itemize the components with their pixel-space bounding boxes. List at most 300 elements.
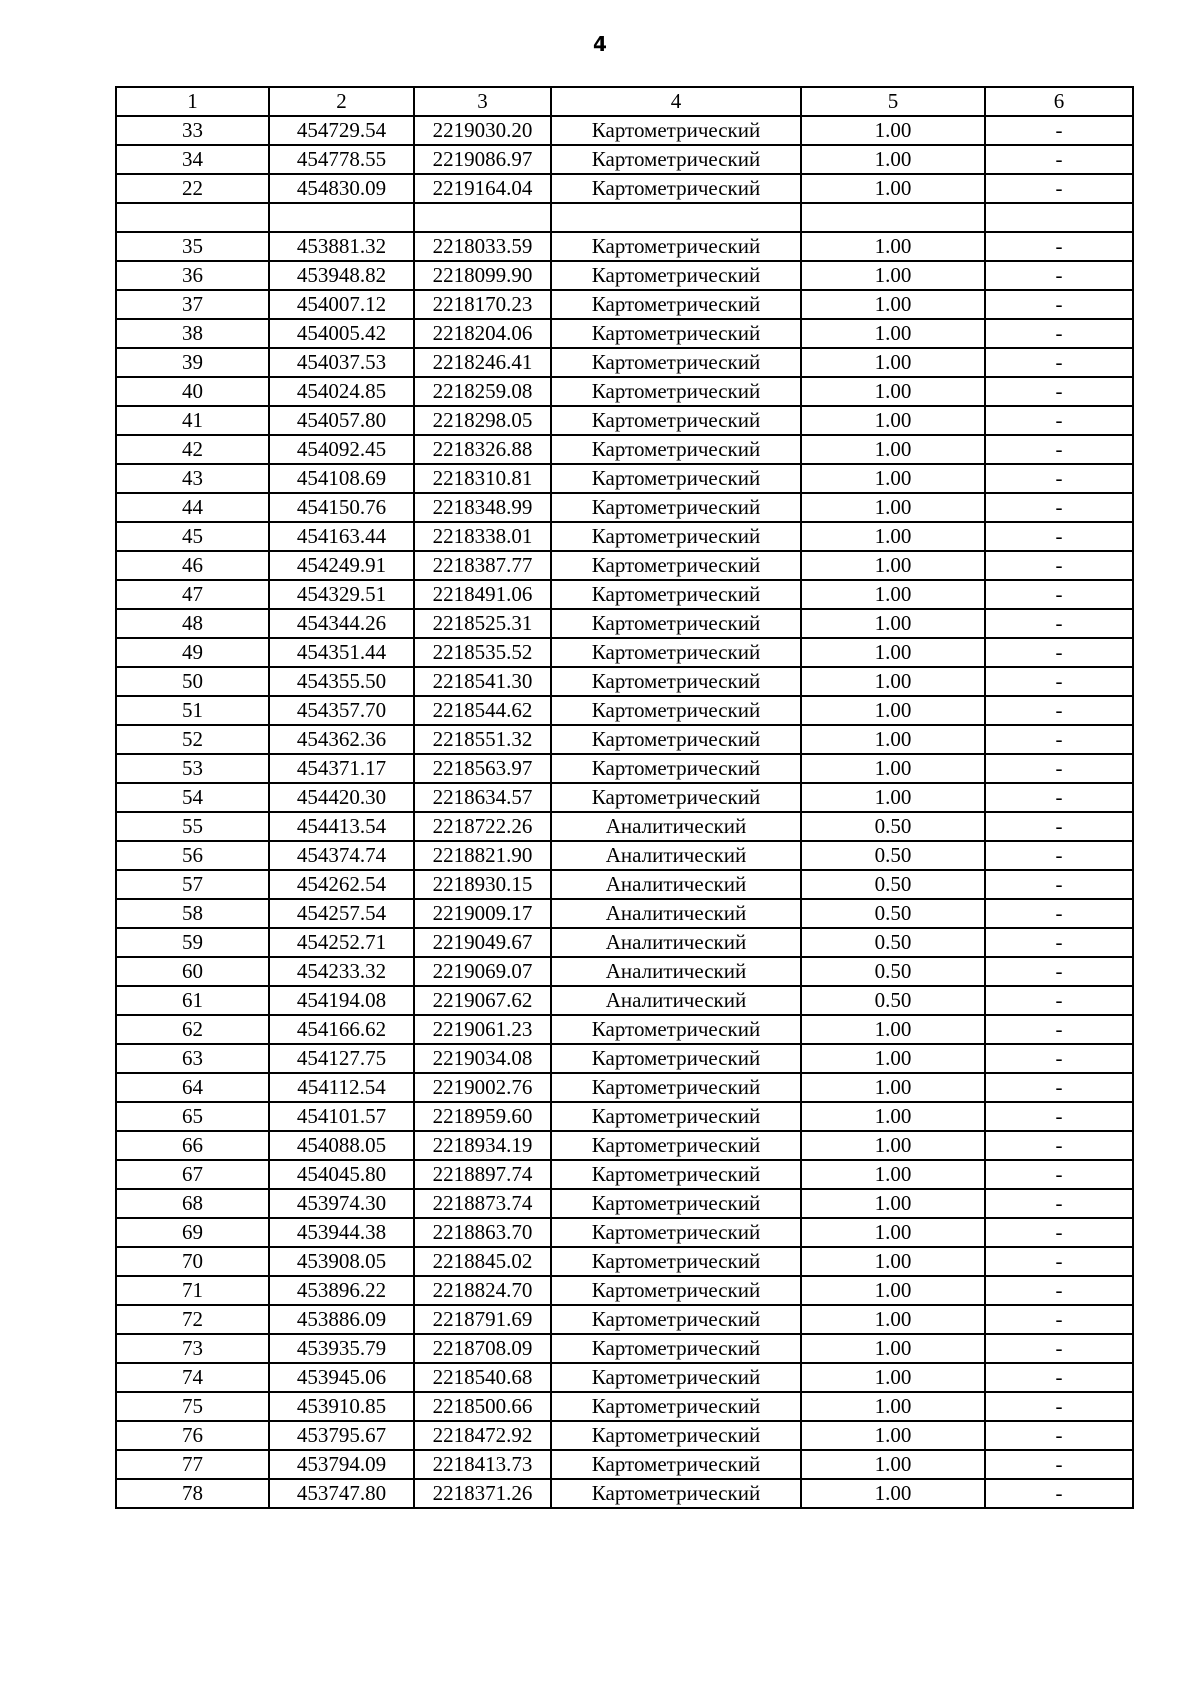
accuracy-cell: 0.50 <box>801 899 985 928</box>
x-coordinate-cell <box>269 203 414 232</box>
note-cell: - <box>985 261 1133 290</box>
table-row <box>116 203 1133 232</box>
table-row <box>116 696 1133 725</box>
method-cell: Аналитический <box>551 986 801 1015</box>
x-coordinate-cell: 454194.08 <box>269 986 414 1015</box>
x-coordinate-cell: 453944.38 <box>269 1218 414 1247</box>
accuracy-cell: 1.00 <box>801 609 985 638</box>
method-cell: Картометрический <box>551 1044 801 1073</box>
point-number-cell: 52 <box>116 725 269 754</box>
y-coordinate-cell: 2219069.07 <box>414 957 551 986</box>
note-cell: - <box>985 406 1133 435</box>
method-cell: Аналитический <box>551 870 801 899</box>
method-cell: Аналитический <box>551 957 801 986</box>
note-cell: - <box>985 551 1133 580</box>
method-cell: Картометрический <box>551 145 801 174</box>
x-coordinate-cell: 453908.05 <box>269 1247 414 1276</box>
accuracy-cell: 1.00 <box>801 580 985 609</box>
table-row <box>116 1305 1133 1334</box>
x-coordinate-cell: 454150.76 <box>269 493 414 522</box>
y-coordinate-cell: 2218472.92 <box>414 1421 551 1450</box>
table-row <box>116 1218 1133 1247</box>
method-cell: Картометрический <box>551 696 801 725</box>
x-coordinate-cell: 453974.30 <box>269 1189 414 1218</box>
y-coordinate-cell: 2218338.01 <box>414 522 551 551</box>
table-row <box>116 1102 1133 1131</box>
x-coordinate-cell: 453794.09 <box>269 1450 414 1479</box>
table-row <box>116 928 1133 957</box>
x-coordinate-cell: 454092.45 <box>269 435 414 464</box>
table-row <box>116 232 1133 261</box>
note-cell: - <box>985 899 1133 928</box>
table-body <box>116 116 1133 1508</box>
header-cell-3: 3 <box>414 87 551 116</box>
table-row <box>116 1363 1133 1392</box>
x-coordinate-cell: 454088.05 <box>269 1131 414 1160</box>
method-cell: Картометрический <box>551 1305 801 1334</box>
x-coordinate-cell: 454257.54 <box>269 899 414 928</box>
accuracy-cell: 1.00 <box>801 667 985 696</box>
accuracy-cell: 1.00 <box>801 725 985 754</box>
y-coordinate-cell: 2218298.05 <box>414 406 551 435</box>
x-coordinate-cell: 454163.44 <box>269 522 414 551</box>
x-coordinate-cell: 453935.79 <box>269 1334 414 1363</box>
x-coordinate-cell: 453747.80 <box>269 1479 414 1508</box>
accuracy-cell: 1.00 <box>801 290 985 319</box>
table-row <box>116 609 1133 638</box>
y-coordinate-cell: 2218551.32 <box>414 725 551 754</box>
point-number-cell: 54 <box>116 783 269 812</box>
note-cell: - <box>985 1363 1133 1392</box>
note-cell: - <box>985 232 1133 261</box>
x-coordinate-cell: 454374.74 <box>269 841 414 870</box>
point-number-cell: 36 <box>116 261 269 290</box>
accuracy-cell: 1.00 <box>801 377 985 406</box>
header-cell-1: 1 <box>116 87 269 116</box>
point-number-cell: 64 <box>116 1073 269 1102</box>
y-coordinate-cell: 2219034.08 <box>414 1044 551 1073</box>
method-cell: Аналитический <box>551 841 801 870</box>
y-coordinate-cell: 2218413.73 <box>414 1450 551 1479</box>
y-coordinate-cell: 2218540.68 <box>414 1363 551 1392</box>
table-row <box>116 145 1133 174</box>
point-number-cell: 65 <box>116 1102 269 1131</box>
y-coordinate-cell: 2218348.99 <box>414 493 551 522</box>
page-number: 4 <box>593 32 607 56</box>
table-row <box>116 522 1133 551</box>
x-coordinate-cell: 454249.91 <box>269 551 414 580</box>
point-number-cell: 43 <box>116 464 269 493</box>
point-number-cell: 34 <box>116 145 269 174</box>
accuracy-cell: 1.00 <box>801 406 985 435</box>
x-coordinate-cell: 454362.36 <box>269 725 414 754</box>
table-row <box>116 261 1133 290</box>
note-cell: - <box>985 464 1133 493</box>
point-number-cell: 70 <box>116 1247 269 1276</box>
accuracy-cell: 0.50 <box>801 870 985 899</box>
table-row <box>116 957 1133 986</box>
table-row <box>116 493 1133 522</box>
method-cell: Картометрический <box>551 1450 801 1479</box>
y-coordinate-cell: 2218310.81 <box>414 464 551 493</box>
accuracy-cell: 1.00 <box>801 1015 985 1044</box>
note-cell: - <box>985 1073 1133 1102</box>
y-coordinate-cell: 2218525.31 <box>414 609 551 638</box>
y-coordinate-cell: 2218544.62 <box>414 696 551 725</box>
accuracy-cell: 1.00 <box>801 1189 985 1218</box>
y-coordinate-cell: 2218099.90 <box>414 261 551 290</box>
y-coordinate-cell: 2219061.23 <box>414 1015 551 1044</box>
accuracy-cell: 1.00 <box>801 522 985 551</box>
method-cell: Картометрический <box>551 464 801 493</box>
x-coordinate-cell: 454351.44 <box>269 638 414 667</box>
table-row <box>116 319 1133 348</box>
note-cell: - <box>985 319 1133 348</box>
table-row <box>116 1131 1133 1160</box>
method-cell: Картометрический <box>551 261 801 290</box>
point-number-cell: 33 <box>116 116 269 145</box>
y-coordinate-cell: 2218387.77 <box>414 551 551 580</box>
table-row <box>116 116 1133 145</box>
y-coordinate-cell: 2218371.26 <box>414 1479 551 1508</box>
accuracy-cell: 1.00 <box>801 348 985 377</box>
accuracy-cell: 1.00 <box>801 435 985 464</box>
y-coordinate-cell: 2218897.74 <box>414 1160 551 1189</box>
x-coordinate-cell: 453881.32 <box>269 232 414 261</box>
point-number-cell: 55 <box>116 812 269 841</box>
note-cell: - <box>985 812 1133 841</box>
note-cell: - <box>985 841 1133 870</box>
point-number-cell: 58 <box>116 899 269 928</box>
x-coordinate-cell: 454252.71 <box>269 928 414 957</box>
y-coordinate-cell: 2218500.66 <box>414 1392 551 1421</box>
note-cell: - <box>985 1160 1133 1189</box>
note-cell: - <box>985 638 1133 667</box>
method-cell: Аналитический <box>551 812 801 841</box>
point-number-cell: 62 <box>116 1015 269 1044</box>
point-number-cell: 59 <box>116 928 269 957</box>
table-row <box>116 841 1133 870</box>
y-coordinate-cell: 2218326.88 <box>414 435 551 464</box>
y-coordinate-cell: 2218934.19 <box>414 1131 551 1160</box>
x-coordinate-cell: 454344.26 <box>269 609 414 638</box>
table-row <box>116 986 1133 1015</box>
y-coordinate-cell: 2219086.97 <box>414 145 551 174</box>
x-coordinate-cell: 454007.12 <box>269 290 414 319</box>
table-row <box>116 1015 1133 1044</box>
table-row <box>116 1044 1133 1073</box>
table-row <box>116 783 1133 812</box>
table-row <box>116 1276 1133 1305</box>
table-row <box>116 348 1133 377</box>
y-coordinate-cell: 2218491.06 <box>414 580 551 609</box>
note-cell: - <box>985 1247 1133 1276</box>
method-cell: Картометрический <box>551 1073 801 1102</box>
point-number-cell: 41 <box>116 406 269 435</box>
accuracy-cell: 1.00 <box>801 116 985 145</box>
x-coordinate-cell: 454037.53 <box>269 348 414 377</box>
accuracy-cell: 0.50 <box>801 841 985 870</box>
note-cell <box>985 203 1133 232</box>
point-number-cell: 40 <box>116 377 269 406</box>
point-number-cell: 69 <box>116 1218 269 1247</box>
note-cell: - <box>985 348 1133 377</box>
point-number-cell: 35 <box>116 232 269 261</box>
accuracy-cell: 0.50 <box>801 957 985 986</box>
accuracy-cell: 1.00 <box>801 232 985 261</box>
point-number-cell: 57 <box>116 870 269 899</box>
x-coordinate-cell: 454371.17 <box>269 754 414 783</box>
accuracy-cell: 1.00 <box>801 319 985 348</box>
method-cell: Картометрический <box>551 1334 801 1363</box>
x-coordinate-cell: 454166.62 <box>269 1015 414 1044</box>
note-cell: - <box>985 783 1133 812</box>
y-coordinate-cell: 2218541.30 <box>414 667 551 696</box>
note-cell: - <box>985 986 1133 1015</box>
table-row <box>116 1392 1133 1421</box>
x-coordinate-cell: 453886.09 <box>269 1305 414 1334</box>
point-number-cell: 73 <box>116 1334 269 1363</box>
header-cell-6: 6 <box>985 87 1133 116</box>
y-coordinate-cell: 2218204.06 <box>414 319 551 348</box>
x-coordinate-cell: 454413.54 <box>269 812 414 841</box>
header-cell-2: 2 <box>269 87 414 116</box>
method-cell: Картометрический <box>551 174 801 203</box>
x-coordinate-cell: 453945.06 <box>269 1363 414 1392</box>
point-number-cell: 50 <box>116 667 269 696</box>
note-cell: - <box>985 754 1133 783</box>
y-coordinate-cell: 2219030.20 <box>414 116 551 145</box>
note-cell: - <box>985 1450 1133 1479</box>
table-row <box>116 725 1133 754</box>
accuracy-cell: 1.00 <box>801 493 985 522</box>
point-number-cell: 22 <box>116 174 269 203</box>
y-coordinate-cell: 2218791.69 <box>414 1305 551 1334</box>
y-coordinate-cell: 2218170.23 <box>414 290 551 319</box>
point-number-cell: 68 <box>116 1189 269 1218</box>
method-cell: Картометрический <box>551 638 801 667</box>
point-number-cell: 53 <box>116 754 269 783</box>
note-cell: - <box>985 1015 1133 1044</box>
accuracy-cell: 1.00 <box>801 1102 985 1131</box>
accuracy-cell: 1.00 <box>801 696 985 725</box>
table-row <box>116 1160 1133 1189</box>
point-number-cell: 48 <box>116 609 269 638</box>
method-cell: Картометрический <box>551 1218 801 1247</box>
x-coordinate-cell: 454024.85 <box>269 377 414 406</box>
y-coordinate-cell: 2219067.62 <box>414 986 551 1015</box>
table-row <box>116 1189 1133 1218</box>
accuracy-cell: 1.00 <box>801 1247 985 1276</box>
accuracy-cell: 1.00 <box>801 145 985 174</box>
accuracy-cell: 1.00 <box>801 1044 985 1073</box>
y-coordinate-cell: 2219002.76 <box>414 1073 551 1102</box>
table-row <box>116 435 1133 464</box>
accuracy-cell: 1.00 <box>801 1073 985 1102</box>
table-row <box>116 1421 1133 1450</box>
coordinates-table <box>115 86 1134 1509</box>
y-coordinate-cell: 2218873.74 <box>414 1189 551 1218</box>
table-row <box>116 1247 1133 1276</box>
method-cell: Картометрический <box>551 1247 801 1276</box>
method-cell: Аналитический <box>551 928 801 957</box>
note-cell: - <box>985 580 1133 609</box>
point-number-cell: 38 <box>116 319 269 348</box>
point-number-cell: 61 <box>116 986 269 1015</box>
note-cell: - <box>985 1131 1133 1160</box>
note-cell: - <box>985 174 1133 203</box>
method-cell: Аналитический <box>551 899 801 928</box>
note-cell: - <box>985 1102 1133 1131</box>
point-number-cell: 66 <box>116 1131 269 1160</box>
y-coordinate-cell: 2218863.70 <box>414 1218 551 1247</box>
accuracy-cell: 1.00 <box>801 1421 985 1450</box>
method-cell: Картометрический <box>551 1421 801 1450</box>
method-cell: Картометрический <box>551 754 801 783</box>
point-number-cell: 45 <box>116 522 269 551</box>
note-cell: - <box>985 870 1133 899</box>
note-cell: - <box>985 377 1133 406</box>
x-coordinate-cell: 454112.54 <box>269 1073 414 1102</box>
accuracy-cell: 1.00 <box>801 1450 985 1479</box>
method-cell: Картометрический <box>551 1479 801 1508</box>
note-cell: - <box>985 1305 1133 1334</box>
point-number-cell: 44 <box>116 493 269 522</box>
table-row <box>116 638 1133 667</box>
table-row <box>116 870 1133 899</box>
method-cell: Картометрический <box>551 1189 801 1218</box>
point-number-cell: 63 <box>116 1044 269 1073</box>
table-row <box>116 899 1133 928</box>
accuracy-cell: 1.00 <box>801 1276 985 1305</box>
accuracy-cell: 1.00 <box>801 1305 985 1334</box>
y-coordinate-cell: 2218563.97 <box>414 754 551 783</box>
note-cell: - <box>985 1044 1133 1073</box>
y-coordinate-cell: 2219009.17 <box>414 899 551 928</box>
point-number-cell: 74 <box>116 1363 269 1392</box>
method-cell: Картометрический <box>551 116 801 145</box>
accuracy-cell: 1.00 <box>801 1334 985 1363</box>
note-cell: - <box>985 145 1133 174</box>
note-cell: - <box>985 725 1133 754</box>
x-coordinate-cell: 454830.09 <box>269 174 414 203</box>
note-cell: - <box>985 667 1133 696</box>
note-cell: - <box>985 1189 1133 1218</box>
table-header <box>116 87 1133 116</box>
method-cell: Картометрический <box>551 551 801 580</box>
y-coordinate-cell: 2218722.26 <box>414 812 551 841</box>
method-cell: Картометрический <box>551 435 801 464</box>
method-cell: Картометрический <box>551 493 801 522</box>
x-coordinate-cell: 454729.54 <box>269 116 414 145</box>
header-cell-5: 5 <box>801 87 985 116</box>
note-cell: - <box>985 1276 1133 1305</box>
point-number-cell: 47 <box>116 580 269 609</box>
method-cell: Картометрический <box>551 232 801 261</box>
x-coordinate-cell: 454101.57 <box>269 1102 414 1131</box>
y-coordinate-cell: 2218930.15 <box>414 870 551 899</box>
table-row <box>116 1479 1133 1508</box>
x-coordinate-cell: 454045.80 <box>269 1160 414 1189</box>
table-row <box>116 812 1133 841</box>
method-cell: Картометрический <box>551 609 801 638</box>
table-row <box>116 1334 1133 1363</box>
accuracy-cell: 1.00 <box>801 1218 985 1247</box>
method-cell: Картометрический <box>551 348 801 377</box>
x-coordinate-cell: 454357.70 <box>269 696 414 725</box>
point-number-cell: 77 <box>116 1450 269 1479</box>
y-coordinate-cell: 2218708.09 <box>414 1334 551 1363</box>
note-cell: - <box>985 435 1133 464</box>
note-cell: - <box>985 290 1133 319</box>
point-number-cell: 37 <box>116 290 269 319</box>
point-number-cell: 39 <box>116 348 269 377</box>
table-row <box>116 1450 1133 1479</box>
table-row <box>116 551 1133 580</box>
note-cell: - <box>985 1421 1133 1450</box>
accuracy-cell: 1.00 <box>801 754 985 783</box>
y-coordinate-cell: 2218959.60 <box>414 1102 551 1131</box>
accuracy-cell: 1.00 <box>801 1479 985 1508</box>
y-coordinate-cell: 2218824.70 <box>414 1276 551 1305</box>
accuracy-cell: 1.00 <box>801 638 985 667</box>
x-coordinate-cell: 454057.80 <box>269 406 414 435</box>
x-coordinate-cell: 454778.55 <box>269 145 414 174</box>
y-coordinate-cell: 2218634.57 <box>414 783 551 812</box>
x-coordinate-cell: 453948.82 <box>269 261 414 290</box>
point-number-cell: 72 <box>116 1305 269 1334</box>
x-coordinate-cell: 454127.75 <box>269 1044 414 1073</box>
table-row <box>116 1073 1133 1102</box>
method-cell: Картометрический <box>551 406 801 435</box>
method-cell: Картометрический <box>551 1131 801 1160</box>
method-cell: Картометрический <box>551 1102 801 1131</box>
note-cell: - <box>985 493 1133 522</box>
method-cell: Картометрический <box>551 783 801 812</box>
note-cell: - <box>985 1334 1133 1363</box>
accuracy-cell: 1.00 <box>801 551 985 580</box>
y-coordinate-cell: 2218535.52 <box>414 638 551 667</box>
x-coordinate-cell: 453910.85 <box>269 1392 414 1421</box>
y-coordinate-cell <box>414 203 551 232</box>
point-number-cell: 60 <box>116 957 269 986</box>
method-cell: Картометрический <box>551 667 801 696</box>
table-row <box>116 377 1133 406</box>
y-coordinate-cell: 2218845.02 <box>414 1247 551 1276</box>
x-coordinate-cell: 454329.51 <box>269 580 414 609</box>
method-cell: Картометрический <box>551 725 801 754</box>
point-number-cell: 78 <box>116 1479 269 1508</box>
point-number-cell: 75 <box>116 1392 269 1421</box>
accuracy-cell: 1.00 <box>801 261 985 290</box>
accuracy-cell: 0.50 <box>801 928 985 957</box>
accuracy-cell: 1.00 <box>801 1160 985 1189</box>
x-coordinate-cell: 453896.22 <box>269 1276 414 1305</box>
method-cell: Картометрический <box>551 522 801 551</box>
method-cell: Картометрический <box>551 1160 801 1189</box>
accuracy-cell: 1.00 <box>801 1363 985 1392</box>
y-coordinate-cell: 2218246.41 <box>414 348 551 377</box>
note-cell: - <box>985 116 1133 145</box>
accuracy-cell: 1.00 <box>801 1131 985 1160</box>
point-number-cell: 51 <box>116 696 269 725</box>
point-number-cell: 67 <box>116 1160 269 1189</box>
method-cell: Картометрический <box>551 1276 801 1305</box>
x-coordinate-cell: 453795.67 <box>269 1421 414 1450</box>
method-cell: Картометрический <box>551 1363 801 1392</box>
y-coordinate-cell: 2218821.90 <box>414 841 551 870</box>
table-row <box>116 174 1133 203</box>
